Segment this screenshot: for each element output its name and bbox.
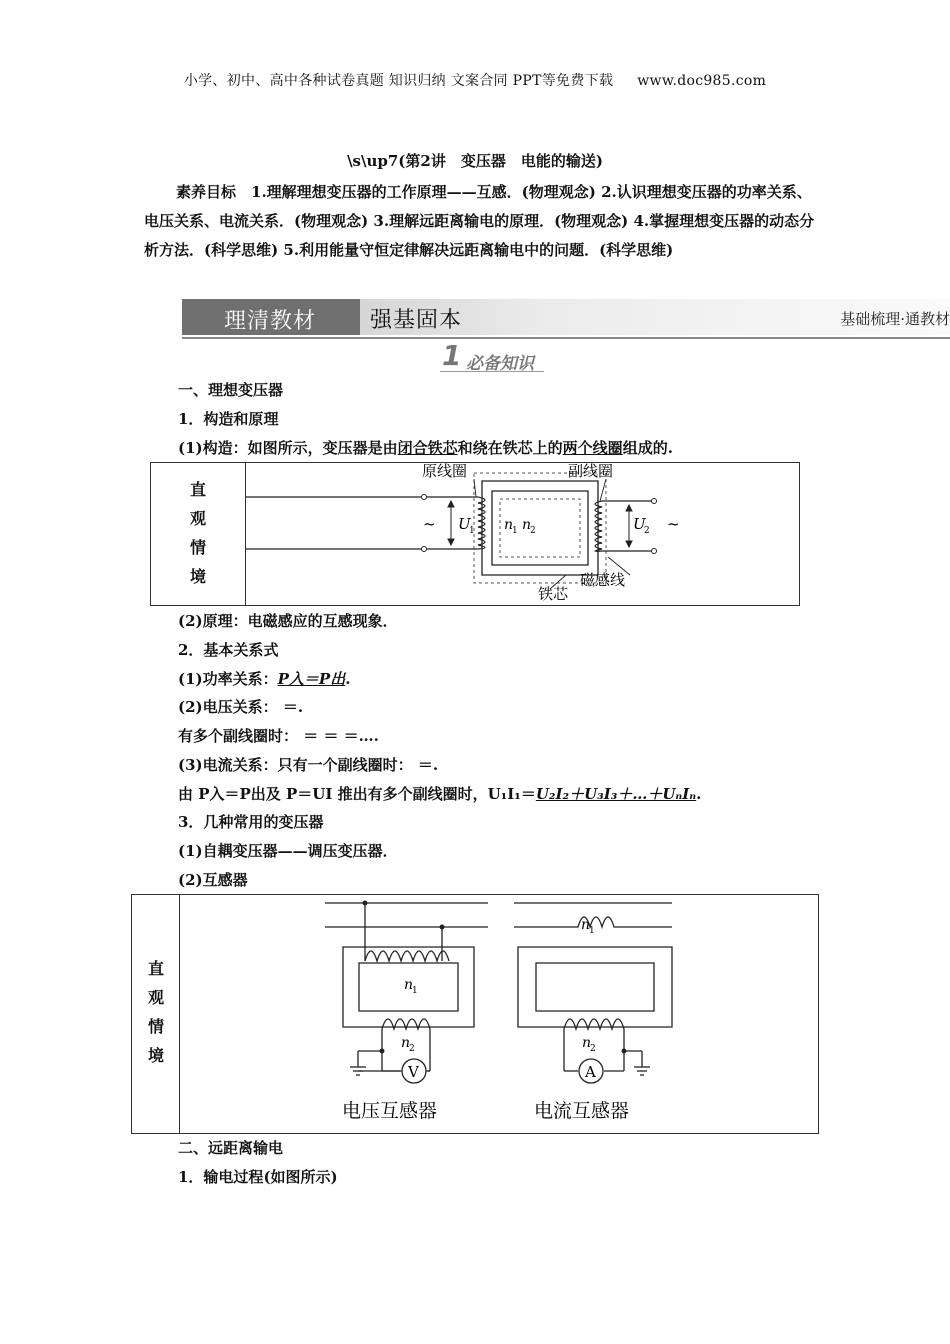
label-char: 境	[189, 567, 206, 586]
instrument-transformers-diagram	[180, 895, 818, 1133]
voltmeter-symbol: V	[408, 1063, 419, 1081]
primary-coil-label: 原线圈	[422, 463, 468, 480]
voltage-relation: (2)电压关系： ＝.	[178, 698, 304, 716]
subheading-relations: 2．基本关系式	[178, 641, 279, 659]
learning-goals: 素养目标 1.理解理想变压器的工作原理——互感．(物理观念) 2.认识理想变压器的功率关系、电压关系、电流关系．(物理观念) 3.理解远距离输电的原理．(物理观念) 4.掌握理想变压器的动态分析方法．(科学思维) 5.利用能量守恒定律解决远距离输电中的问题．(科学思维)	[144, 183, 815, 259]
label-char: 观	[189, 509, 206, 528]
transformer-diagram	[246, 463, 799, 605]
ac-source-symbol: ~	[423, 515, 436, 533]
banner-tag: 基础梳理·通教材	[840, 310, 950, 328]
vt-n2-sub: 2	[409, 1044, 415, 1054]
junction-dot	[363, 901, 368, 906]
current-relation-multi-text: 由 P入＝P出及 P＝UI 推出有多个副线圈时，U₁I₁＝	[178, 785, 536, 803]
autotransformer-text: (1)自耦变压器——调压变压器．	[178, 842, 398, 860]
banner-right-title: 强基固本	[370, 308, 463, 333]
current-relation-multi	[178, 783, 701, 804]
structure-text-a: (1)构造：如图所示，变压器是由	[178, 439, 398, 457]
blank-current-equation: U₂I₂＋U₃I₃＋…＋UₙIₙ	[535, 785, 697, 803]
vt-n2-label: n	[401, 1035, 411, 1051]
section-badge-number: 1	[442, 339, 462, 372]
power-relation-label: (1)功率关系：	[178, 670, 278, 688]
instrument-transformer-text: (2)互感器	[178, 871, 248, 889]
terminal	[652, 499, 657, 504]
ct-n1-label: n	[581, 917, 591, 933]
u1-sub: 1	[469, 526, 475, 536]
secondary-coil-label: 副线圈	[568, 463, 614, 480]
banner-left	[182, 299, 360, 335]
label-char: 情	[147, 1017, 164, 1036]
label-char: 情	[189, 538, 206, 557]
n2-sub: 2	[530, 526, 536, 536]
u1-arrow	[448, 501, 454, 545]
banner-left-title: 理清教材	[224, 309, 317, 334]
label-char: 直	[189, 480, 206, 499]
header-url: www.doc985.com	[637, 73, 767, 89]
voltage-transformer-caption: 电压互感器	[342, 1100, 438, 1122]
blank-closed-core: 闭合铁芯	[397, 439, 458, 457]
ac-output-symbol: ~	[667, 515, 680, 533]
intuitive-table-2	[131, 894, 819, 1134]
power-relation-end: .	[345, 670, 351, 688]
section-badge-label: 必备知识	[466, 354, 534, 374]
heading-long-distance: 二、远距离输电	[178, 1139, 284, 1157]
iron-core-label: 铁芯	[538, 585, 569, 603]
blank-two-coils: 两个线圈	[562, 439, 623, 457]
current-transformer-caption: 电流互感器	[534, 1100, 630, 1122]
blank-power-equation: P入＝P出	[277, 670, 346, 688]
table-1-label-cell	[151, 463, 246, 605]
table-1-label	[188, 475, 208, 591]
u2-sub: 2	[644, 526, 650, 536]
table-2-label	[146, 954, 166, 1070]
terminal	[652, 549, 657, 554]
u2-label: U	[633, 515, 646, 533]
section-badge	[440, 339, 544, 374]
vt-n1-sub: 1	[412, 986, 418, 996]
n1-sub: 1	[512, 526, 518, 536]
lesson-title: \s\up7(第2讲 变压器 电能的输送)	[347, 152, 603, 170]
junction-dot	[380, 1049, 385, 1054]
ammeter-symbol: A	[585, 1063, 596, 1081]
voltage-relation-multi: 有多个副线圈时： ＝ ＝ ＝….	[178, 727, 379, 745]
page-header	[0, 70, 950, 90]
structure-text	[178, 437, 673, 458]
heading-ideal-transformer: 一、理想变压器	[178, 381, 284, 399]
power-relation	[178, 668, 350, 689]
section-banner	[182, 297, 950, 337]
intuitive-table-1	[150, 462, 800, 606]
junction-dot	[440, 925, 445, 930]
label-char: 观	[147, 988, 164, 1007]
subheading-structure: 1．构造和原理	[178, 410, 279, 428]
iron-core	[482, 481, 598, 575]
u2-arrow	[626, 505, 632, 547]
structure-text-b: 和绕在铁芯上的	[457, 439, 563, 457]
n1-label: n	[504, 517, 514, 533]
table-2-label-cell	[132, 895, 180, 1133]
subheading-common-transformers: 3．几种常用的变压器	[178, 813, 324, 831]
header-text: 小学、初中、高中各种试卷真题 知识归纳 文案合同 PPT等免费下载	[183, 73, 614, 89]
banner-underline	[182, 337, 950, 339]
ct-n2-sub: 2	[590, 1044, 596, 1054]
subheading-transmission: 1．输电过程(如图所示)	[178, 1168, 338, 1186]
label-char: 境	[147, 1046, 164, 1065]
junction-dot	[622, 1049, 627, 1054]
vt-n1-label: n	[404, 977, 414, 993]
label-char: 直	[147, 959, 164, 978]
banner-right	[342, 299, 950, 335]
flux-lines-label: 磁感线	[580, 571, 626, 589]
current-relation: (3)电流关系：只有一个副线圈时： ＝.	[178, 756, 439, 774]
structure-text-c: 组成的.	[622, 439, 673, 457]
current-relation-multi-end: .	[696, 785, 702, 803]
principle-text: (2)原理：电磁感应的互感现象．	[178, 612, 398, 630]
u1-label: U	[458, 515, 471, 533]
terminal	[422, 547, 427, 552]
terminal	[422, 495, 427, 500]
n2-label: n	[522, 517, 532, 533]
ct-n2-label: n	[582, 1035, 592, 1051]
ct-n1-sub: 1	[589, 926, 595, 936]
